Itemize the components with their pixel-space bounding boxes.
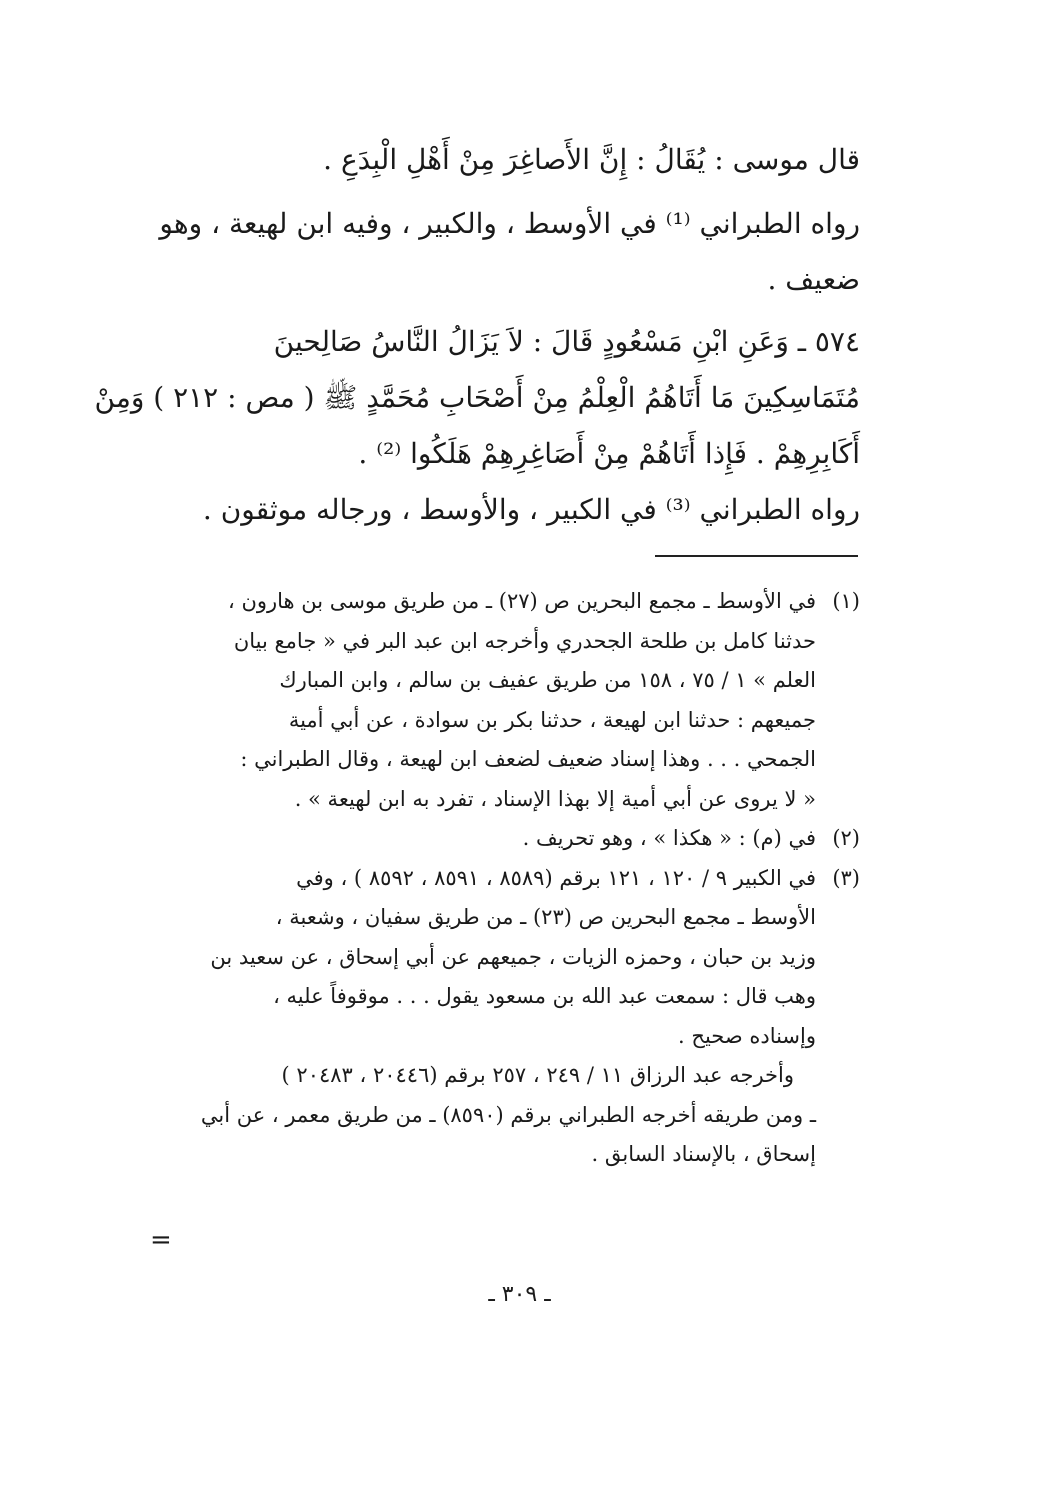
footnote-line: إسحاق ، بالإسناد السابق . bbox=[591, 1142, 816, 1166]
page-number: ـ ٣٠٩ ـ bbox=[488, 1282, 551, 1307]
paragraph bbox=[180, 482, 860, 538]
footnote-line: حدثنا كامل بن طلحة الجحدري وأخرجه ابن عبد البر في « جامع بيان bbox=[233, 628, 816, 653]
text-line: مُتَمَاسِكِينَ مَا أَتَاهُمُ الْعِلْمُ مِنْ أَصْحَابِ مُحَمَّدٍ ﷺ ( مص : ٢١٢ ) وَمِنْ bbox=[94, 381, 860, 414]
footnote-line: وزيد بن حبان ، وحمزه الزيات ، جميعهم عن أبي إسحاق ، عن سعيد بن bbox=[210, 944, 816, 969]
footnote-3-continuation bbox=[180, 1056, 860, 1175]
footnote-separator bbox=[655, 555, 858, 557]
footnote-number: (٣) bbox=[832, 865, 860, 890]
footnote-line: في الأوسط ـ مجمع البحرين ص (٢٧) ـ من طريق موسى بن هارون ، bbox=[228, 589, 816, 613]
footnote-line: في الكبير ٩ / ١٢٠ ، ١٢١ برقم (٨٥٨٩ ، ٨٥٩١ ، ٨٥٩٢ ) ، وفي bbox=[296, 865, 816, 890]
narration-paragraph-2 bbox=[180, 482, 860, 538]
footnote-3 bbox=[180, 859, 860, 1057]
main-text-block bbox=[180, 132, 860, 188]
text-line: رواه الطبراني ⁽¹⁾ في الأوسط ، والكبير ، وفيه ابن لهيعة ، وهو bbox=[159, 207, 860, 240]
text-line: قال موسى : يُقَالُ : إِنَّ الأَصاغِرَ مِنْ أَهْلِ الْبِدَعِ . bbox=[323, 143, 860, 176]
footnote-line: الجمحي . . . وهذا إسناد ضعيف لضعف ابن لهيعة ، وقال الطبراني : bbox=[240, 747, 816, 771]
footnote-line: « لا يروى عن أبي أمية إلا بهذا الإسناد ، تفرد به ابن لهيعة » . bbox=[294, 786, 816, 811]
footnote-number: (٢) bbox=[832, 826, 860, 850]
footnote-1 bbox=[180, 582, 860, 819]
paragraph bbox=[94, 314, 860, 482]
narration-paragraph-1 bbox=[159, 196, 860, 308]
text-line: رواه الطبراني ⁽³⁾ في الكبير ، والأوسط ، ورجاله موثقون . bbox=[202, 493, 860, 526]
footnotes-section bbox=[180, 582, 860, 1175]
footnote-number: (١) bbox=[832, 589, 860, 613]
hadith-574-paragraph bbox=[94, 314, 860, 482]
quote-line bbox=[180, 132, 860, 188]
footnote-line: في (م) : « هكذا » ، وهو تحريف . bbox=[522, 826, 816, 850]
footnote-line: العلم » ١ / ٧٥ ، ١٥٨ من طريق عفيف بن سالم ، وابن المبارك bbox=[279, 668, 816, 692]
footnote-2 bbox=[180, 819, 860, 859]
footnote-line: ـ ومن طريقه أخرجه الطبراني برقم (٨٥٩٠) ـ من طريق معمر ، عن أبي bbox=[200, 1102, 816, 1127]
footnote-line: الأوسط ـ مجمع البحرين ص (٢٣) ـ من طريق سفيان ، وشعبة ، bbox=[275, 905, 816, 929]
paragraph bbox=[159, 196, 860, 308]
footnote-line: وإسناده صحيح . bbox=[678, 1023, 816, 1048]
text-line: ٥٧٤ ـ وَعَنِ ابْنِ مَسْعُودٍ قَالَ : لاَ يَزَالُ النَّاسُ صَالِحينَ bbox=[273, 325, 860, 358]
footnote-line: وهب قال : سمعت عبد الله بن مسعود يقول . . . موقوفاً عليه ، bbox=[273, 984, 816, 1008]
text-line: ضعيف . bbox=[767, 263, 860, 296]
continuation-mark: = bbox=[150, 1225, 172, 1255]
footnote-line: وأخرجه عبد الرزاق ١١ / ٢٤٩ ، ٢٥٧ برقم (٢٠٤٤٦ ، ٢٠٤٨٣ ) bbox=[281, 1063, 794, 1087]
footnote-line: جميعهم : حدثنا ابن لهيعة ، حدثنا بكر بن سوادة ، عن أبي أمية bbox=[288, 707, 816, 732]
text-line: أَكَابِرِهِمْ . فَإِذا أَتَاهُمْ مِنْ أَصَاغِرِهِمْ هَلَكُوا ⁽²⁾ . bbox=[358, 437, 860, 470]
